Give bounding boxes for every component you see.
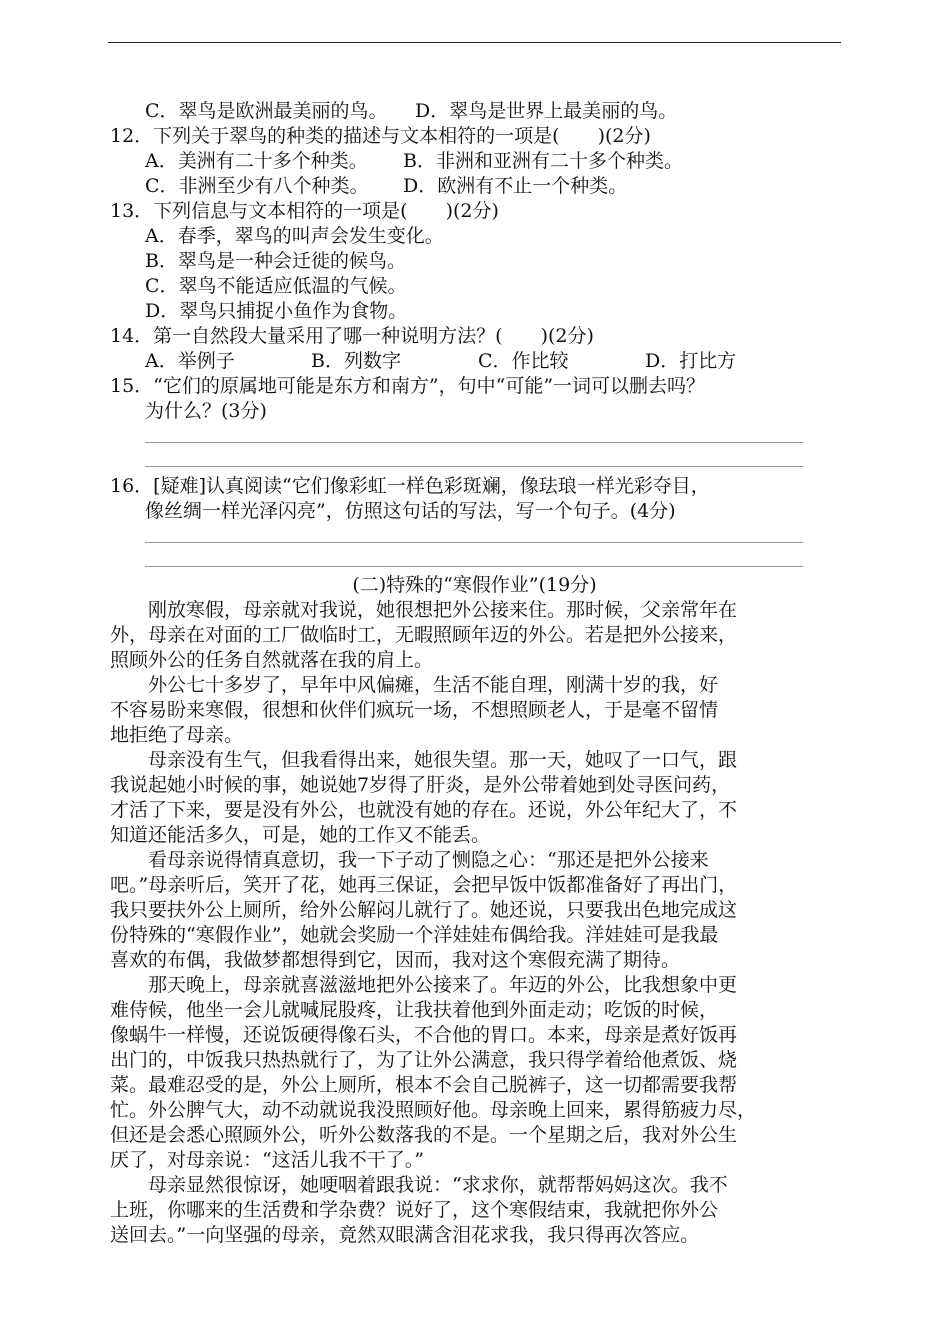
q15-stem-line-2: 为什么？(3分) bbox=[145, 400, 267, 422]
passage-line: 外，母亲在对面的工厂做临时工，无暇照顾年迈的外公。若是把外公接来， bbox=[110, 624, 738, 646]
q13-option-a: A．春季，翠鸟的叫声会发生变化。 bbox=[145, 225, 444, 247]
section-title: (二)特殊的“寒假作业”(19分) bbox=[352, 574, 597, 596]
q15-answer-line-1[interactable] bbox=[145, 442, 803, 443]
passage-line: 母亲没有生气，但我看得出来，她很失望。那一天，她叹了一口气，跟 bbox=[110, 749, 738, 771]
passage-line: 刚放寒假，母亲就对我说，她很想把外公接来住。那时候，父亲常年在 bbox=[110, 599, 738, 621]
q13-option-d: D．翠鸟只捕捉小鱼作为食物。 bbox=[145, 300, 408, 322]
passage-line: 那天晚上，母亲就喜滋滋地把外公接来了。年迈的外公，比我想象中更 bbox=[110, 974, 738, 996]
passage-line: 菜。最难忍受的是，外公上厕所，根本不会自己脱裤子，这一切都需要我帮 bbox=[110, 1074, 738, 1096]
passage-line: 外公七十多岁了，早年中风偏瘫，生活不能自理，刚满十岁的我，好 bbox=[110, 674, 719, 696]
passage-line: 不容易盼来寒假，很想和伙伴们疯玩一场，不想照顾老人，于是毫不留情 bbox=[110, 699, 719, 721]
q15-answer-line-2[interactable] bbox=[145, 466, 803, 467]
q14-option-c: C．作比较 bbox=[478, 350, 569, 372]
q14-option-d: D．打比方 bbox=[645, 350, 737, 372]
q12-option-d: D．欧洲有不止一个种类。 bbox=[403, 175, 628, 197]
q16-stem-line-1: 16．[疑难]认真阅读“它们像彩虹一样色彩斑斓，像珐琅一样光彩夺目， bbox=[110, 475, 710, 497]
passage-line: 我说起她小时候的事，她说她7岁得了肝炎，是外公带着她到处寻医问药， bbox=[110, 774, 731, 796]
passage-line: 照顾外公的任务自然就落在我的肩上。 bbox=[110, 649, 434, 671]
q14-option-a: A．举例子 bbox=[145, 350, 235, 372]
passage-line: 忙。外公脾气大，动不动就说我没照顾好他。母亲晚上回来，累得筋疲力尽， bbox=[110, 1099, 757, 1121]
passage-line: 才活了下来，要是没有外公，也就没有她的存在。还说，外公年纪大了，不 bbox=[110, 799, 738, 821]
passage-line: 我只要扶外公上厕所，给外公解闷儿就行了。她还说，只要我出色地完成这 bbox=[110, 899, 738, 921]
q16-answer-line-1[interactable] bbox=[145, 542, 803, 543]
q13-stem: 13．下列信息与文本相符的一项是( )(2分) bbox=[110, 200, 499, 222]
passage-line: 上班，你哪来的生活费和学杂费？说好了，这个寒假结束，我就把你外公 bbox=[110, 1199, 719, 1221]
q16-answer-line-2[interactable] bbox=[145, 566, 803, 567]
q14-stem: 14．第一自然段大量采用了哪一种说明方法？( )(2分) bbox=[110, 325, 594, 347]
q14-option-b: B．列数字 bbox=[311, 350, 401, 372]
q12-option-b: B．非洲和亚洲有二十多个种类。 bbox=[403, 150, 683, 172]
q15-stem-line-1: 15．“它们的原属地可能是东方和南方”，句中“可能”一词可以删去吗？ bbox=[110, 375, 706, 397]
q12-stem: 12．下列关于翠鸟的种类的描述与文本相符的一项是( )(2分) bbox=[110, 125, 651, 147]
passage-line: 但还是会悉心照顾外公，听外公数落我的不是。一个星期之后，我对外公生 bbox=[110, 1124, 738, 1146]
q16-stem-line-2: 像丝绸一样光泽闪亮”，仿照这句话的写法，写一个句子。(4分) bbox=[145, 500, 676, 522]
passage-line: 厌了，对母亲说：“这活儿我不干了。” bbox=[110, 1149, 424, 1171]
passage-line: 像蜗牛一样慢，还说饭硬得像石头，不合他的胃口。本来，母亲是煮好饭再 bbox=[110, 1024, 738, 1046]
passage-line: 吧。”母亲听后，笑开了花，她再三保证，会把早饭中饭都准备好了再出门， bbox=[110, 874, 738, 896]
passage-line: 母亲显然很惊讶，她哽咽着跟我说：“求求你，就帮帮妈妈这次。我不 bbox=[110, 1174, 728, 1196]
passage-line: 看母亲说得情真意切，我一下子动了恻隐之心：“那还是把外公接来 bbox=[110, 849, 709, 871]
passage-line: 喜欢的布偶，我做梦都想得到它，因而，我对这个寒假充满了期待。 bbox=[110, 949, 681, 971]
q11-option-d: D．翠鸟是世界上最美丽的鸟。 bbox=[415, 100, 678, 122]
passage-line: 地拒绝了母亲。 bbox=[110, 724, 244, 746]
q11-option-c: C．翠鸟是欧洲最美丽的鸟。 bbox=[145, 100, 388, 122]
q13-option-c: C．翠鸟不能适应低温的气候。 bbox=[145, 275, 407, 297]
passage-line: 难侍候，他坐一会儿就喊屁股疼，让我扶着他到外面走动；吃饭的时候， bbox=[110, 999, 719, 1021]
passage-line: 份特殊的“寒假作业”，她就会奖励一个洋娃娃布偶给我。洋娃娃可是我最 bbox=[110, 924, 719, 946]
q12-option-a: A．美洲有二十多个种类。 bbox=[145, 150, 368, 172]
header-rule bbox=[108, 42, 841, 43]
passage-line: 送回去。”一向坚强的母亲，竟然双眼满含泪花求我，我只得再次答应。 bbox=[110, 1224, 700, 1246]
q12-option-c: C．非洲至少有八个种类。 bbox=[145, 175, 369, 197]
passage-line: 知道还能活多久，可是，她的工作又不能丢。 bbox=[110, 824, 491, 846]
q13-option-b: B．翠鸟是一种会迁徙的候鸟。 bbox=[145, 250, 406, 272]
passage-line: 出门的，中饭我只热热就行了，为了让外公满意，我只得学着给他煮饭、烧 bbox=[110, 1049, 738, 1071]
